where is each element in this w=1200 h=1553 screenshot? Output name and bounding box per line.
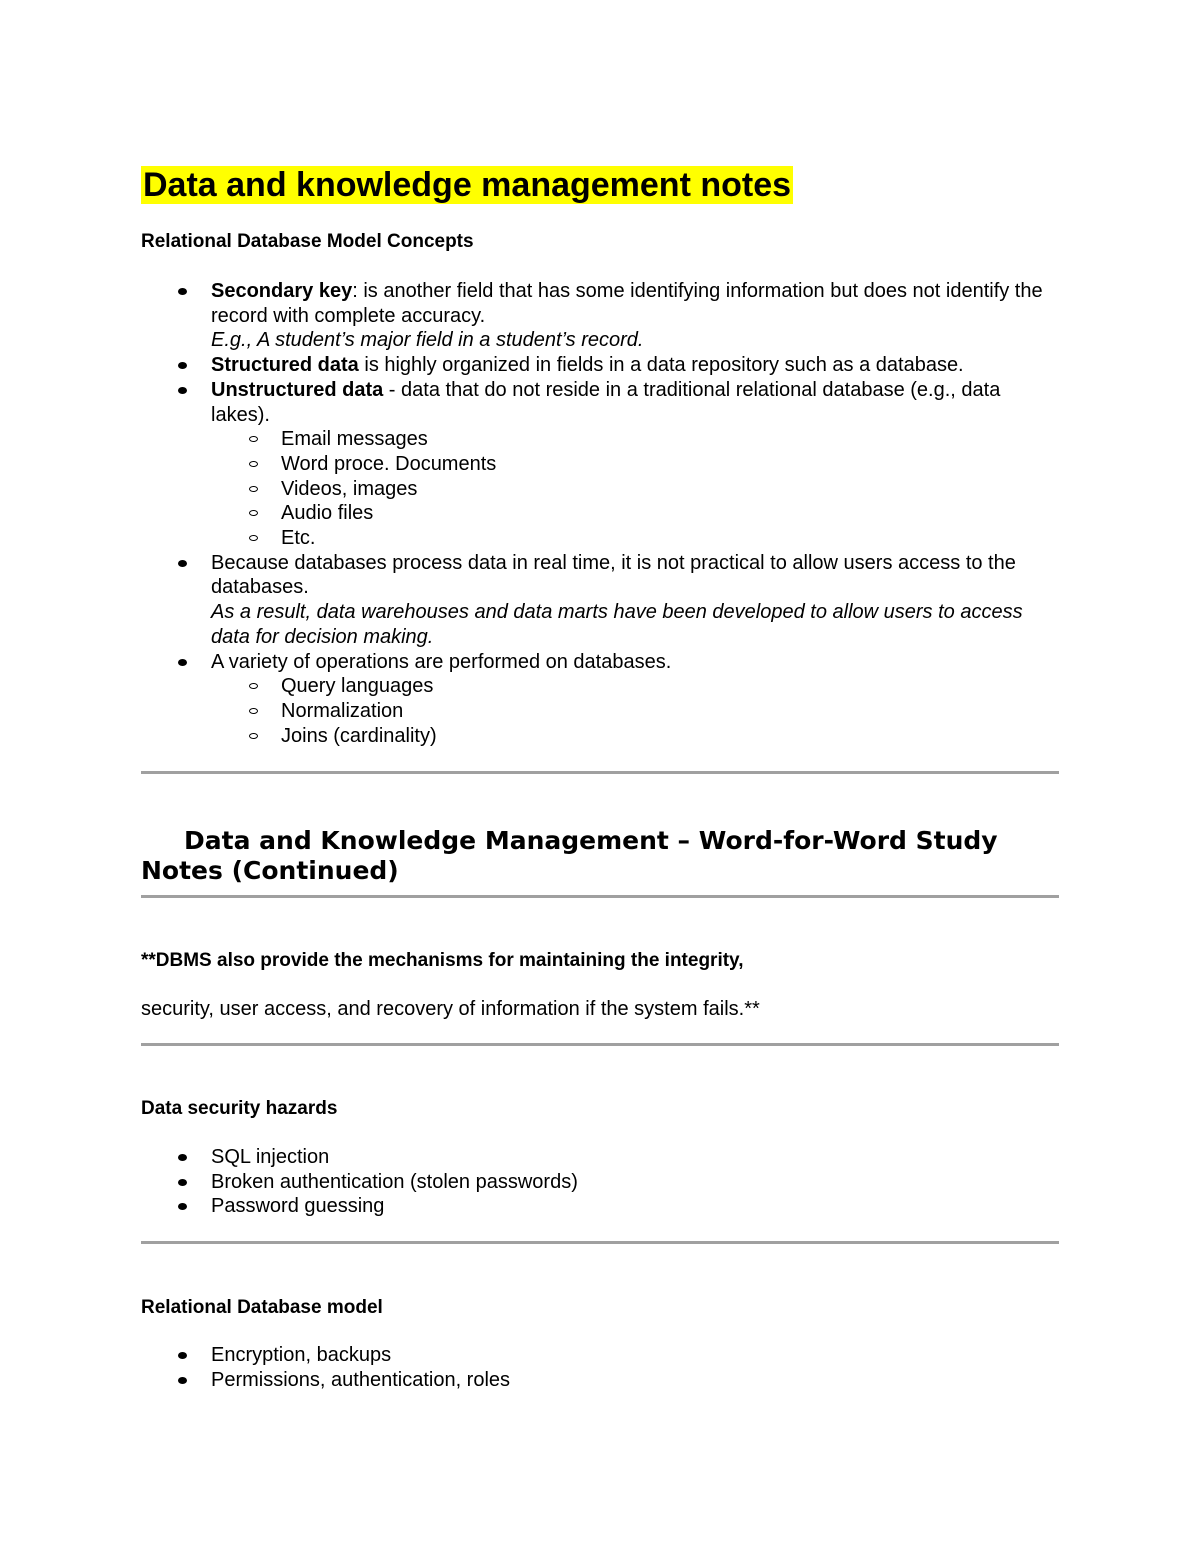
operations-text: A variety of operations are performed on databases. [211, 650, 672, 673]
dbms-line: security, user access, and recovery of information if the system fails.** [141, 998, 760, 1020]
circle-bullet-icon [249, 486, 258, 492]
list-item-secondary-key [141, 279, 1051, 353]
horizontal-rule [141, 771, 1059, 774]
sub-list-item [211, 427, 1051, 452]
concepts-list [141, 279, 1051, 748]
document-title [141, 164, 793, 206]
circle-bullet-icon [249, 708, 258, 714]
bullet-icon [178, 560, 187, 567]
study-notes-heading-text: Data and Knowledge Management – Word-for-Word Study Notes (Continued) [141, 826, 998, 885]
sub-item-text: Audio files [281, 502, 374, 525]
bullet-icon [178, 288, 187, 295]
section-heading-security-hazards: Data security hazards [141, 1098, 338, 1119]
sub-item-text: Normalization [281, 699, 404, 722]
real-time-text: Because databases process data in real time, it is not practical to allow users access to the databases. [211, 551, 1016, 599]
bullet-icon [178, 387, 187, 394]
horizontal-rule [141, 1241, 1059, 1244]
section-heading-relational-concepts: Relational Database Model Concepts [141, 231, 474, 252]
list-item-text: Password guessing [211, 1195, 385, 1218]
example-secondary-key: E.g., A student’s major field in a student’s record. [211, 329, 644, 352]
sub-item-text: Email messages [281, 428, 428, 451]
bullet-icon [178, 1352, 187, 1359]
bullet-icon [178, 1377, 187, 1384]
operations-list [211, 674, 1051, 748]
sub-list-item [211, 699, 1051, 724]
sub-list-item [211, 452, 1051, 477]
circle-bullet-icon [249, 461, 258, 467]
circle-bullet-icon [249, 510, 258, 516]
bullet-icon [178, 1203, 187, 1210]
sub-list-item [211, 526, 1051, 551]
section-heading-relational-model: Relational Database model [141, 1297, 383, 1318]
circle-bullet-icon [249, 733, 258, 739]
document-title-text: Data and knowledge management notes [143, 166, 792, 204]
list-item-text: Permissions, authentication, roles [211, 1368, 511, 1391]
sub-list-item [211, 501, 1051, 526]
sub-list-item [211, 724, 1051, 749]
list-item [141, 1170, 1051, 1195]
term-unstructured-data: Unstructured data [211, 378, 384, 401]
circle-bullet-icon [249, 683, 258, 689]
list-item [141, 1145, 1051, 1170]
list-item-structured-data [141, 353, 1051, 378]
bullet-icon [178, 1154, 187, 1161]
list-item [141, 1343, 1051, 1368]
term-secondary-key: Secondary key [211, 280, 353, 302]
sub-list-item [211, 674, 1051, 699]
circle-bullet-icon [249, 535, 258, 541]
definition-secondary-key: : is another field that has some identifying information but does not identify the record with complete accuracy. [211, 280, 1043, 327]
circle-bullet-icon [249, 436, 258, 442]
definition-structured-data: is highly organized in fields in a data repository such as a database. [358, 354, 964, 377]
list-item-text: SQL injection [211, 1146, 330, 1168]
sub-item-text: Videos, images [281, 477, 418, 500]
study-notes-heading [141, 826, 1041, 886]
list-item-real-time [141, 551, 1051, 650]
list-item-unstructured-data [141, 378, 1051, 551]
horizontal-rule [141, 1043, 1059, 1046]
horizontal-rule [141, 895, 1059, 898]
relational-model-list [141, 1343, 1051, 1392]
sub-item-text: Query languages [281, 675, 434, 698]
list-item [141, 1368, 1051, 1393]
security-hazards-list [141, 1145, 1051, 1219]
list-item-text: Encryption, backups [211, 1344, 392, 1366]
unstructured-examples-list [211, 427, 1051, 551]
sub-list-item [211, 477, 1051, 502]
list-item-operations [141, 650, 1051, 749]
definition-unstructured-data: - data that do not reside in a traditional relational database (e.g., data lakes). [211, 378, 1001, 426]
list-item-text: Broken authentication (stolen passwords) [211, 1170, 578, 1193]
real-time-example: As a result, data warehouses and data marts have been developed to allow users to access data for decision making. [211, 601, 1023, 648]
list-item [141, 1194, 1051, 1219]
bullet-icon [178, 1179, 187, 1186]
bullet-icon [178, 659, 187, 666]
bullet-icon [178, 362, 187, 369]
term-structured-data: Structured data [211, 354, 359, 377]
sub-item-text: Word proce. Documents [281, 452, 497, 475]
sub-item-text: Etc. [281, 527, 316, 550]
sub-item-text: Joins (cardinality) [281, 724, 437, 747]
dbms-bold-line: **DBMS also provide the mechanisms for maintaining the integrity, [141, 950, 744, 971]
